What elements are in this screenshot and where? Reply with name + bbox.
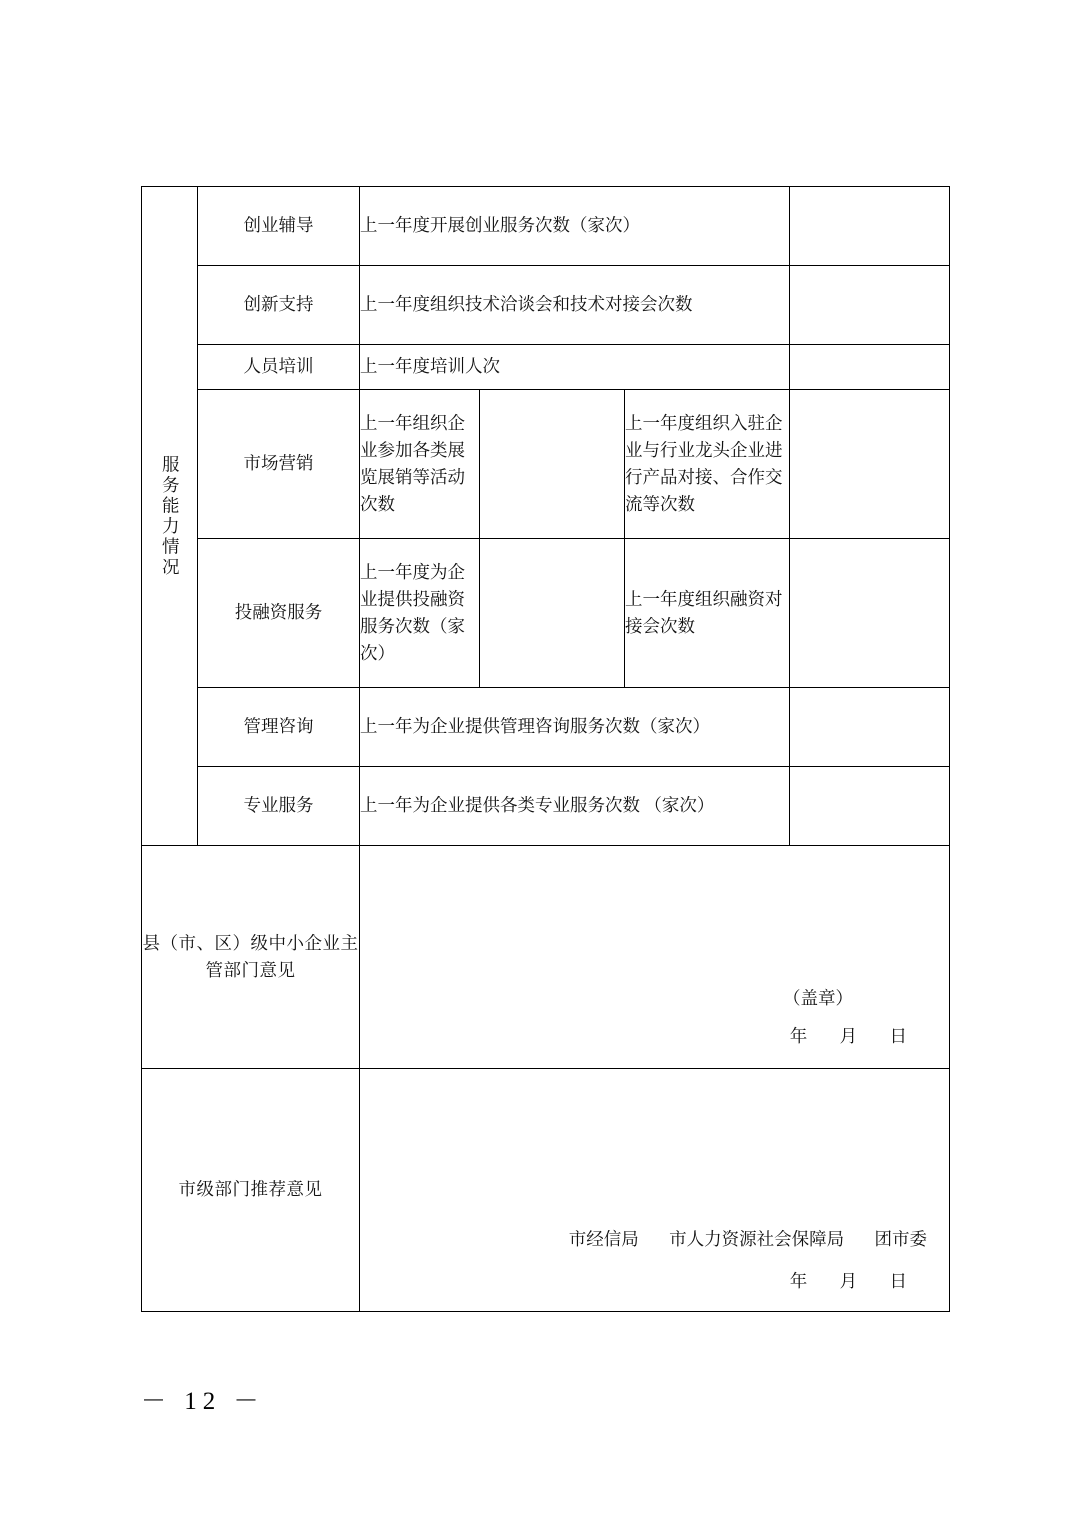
table-row [142, 390, 950, 539]
department-renshebu: 市人力资源社会保障局 [669, 1228, 845, 1249]
row-value-professional-service[interactable] [790, 767, 950, 846]
department-tuanshiwei: 团市委 [874, 1228, 928, 1249]
service-capability-form [141, 186, 950, 1312]
row-value-entrepreneurship-coaching[interactable] [790, 187, 950, 266]
row-label-marketing: 市场营销 [198, 390, 360, 539]
table-row [142, 345, 950, 390]
row-desc-personnel-training: 上一年度培训人次 [360, 345, 790, 390]
table-row [142, 688, 950, 767]
row-desc-innovation-support: 上一年度组织技术洽谈会和技术对接会次数 [360, 266, 790, 345]
row-desc-entrepreneurship-coaching: 上一年度开展创业服务次数（家次） [360, 187, 790, 266]
row-label-management-consulting: 管理咨询 [198, 688, 360, 767]
opinion-signature-area-county [360, 846, 949, 1068]
row-value-management-consulting[interactable] [790, 688, 950, 767]
row-value-investment-financing[interactable] [480, 539, 625, 688]
table-row [142, 539, 950, 688]
opinion-signature-area-city [360, 1069, 949, 1311]
opinion-content-city[interactable] [360, 1069, 950, 1312]
row-desc-professional-service: 上一年为企业提供各类专业服务次数 （家次） [360, 767, 790, 846]
row-value2-marketing[interactable] [790, 390, 950, 539]
section-label-service-capability [142, 187, 198, 846]
row-label-entrepreneurship-coaching: 创业辅导 [198, 187, 360, 266]
table-row [142, 266, 950, 345]
table-row-opinion-county [142, 846, 950, 1069]
table-row-opinion-city [142, 1069, 950, 1312]
opinion-label-county: 县（市、区）级中小企业主管部门意见 [142, 846, 360, 1069]
date-line-city: 年 月 日 [789, 1270, 922, 1291]
row-desc-marketing: 上一年组织企业参加各类展览展销等活动次数 [360, 390, 480, 539]
department-jingxinju: 市经信局 [568, 1228, 639, 1249]
row-value-marketing[interactable] [480, 390, 625, 539]
row-label-professional-service: 专业服务 [198, 767, 360, 846]
table-row [142, 187, 950, 266]
row-value-personnel-training[interactable] [790, 345, 950, 390]
seal-placeholder-county: （盖章） [783, 987, 854, 1008]
table-row [142, 767, 950, 846]
date-line-county: 年 月 日 [789, 1025, 922, 1046]
opinion-label-city: 市级部门推荐意见 [142, 1069, 360, 1312]
page-number: － 12 － [141, 1388, 265, 1415]
row-desc2-investment-financing: 上一年度组织融资对接会次数 [625, 539, 790, 688]
row-label-personnel-training: 人员培训 [198, 345, 360, 390]
row-desc-investment-financing: 上一年度为企业提供投融资服务次数（家次） [360, 539, 480, 688]
section-label-text: 服务能力情况 [160, 454, 181, 578]
row-label-investment-financing: 投融资服务 [198, 539, 360, 688]
row-label-innovation-support: 创新支持 [198, 266, 360, 345]
row-desc2-marketing: 上一年度组织入驻企业与行业龙头企业进行产品对接、合作交流等次数 [625, 390, 790, 539]
row-desc-management-consulting: 上一年为企业提供管理咨询服务次数（家次） [360, 688, 790, 767]
row-value2-investment-financing[interactable] [790, 539, 950, 688]
row-value-innovation-support[interactable] [790, 266, 950, 345]
department-signature-line [569, 1226, 927, 1253]
opinion-content-county[interactable] [360, 846, 950, 1069]
